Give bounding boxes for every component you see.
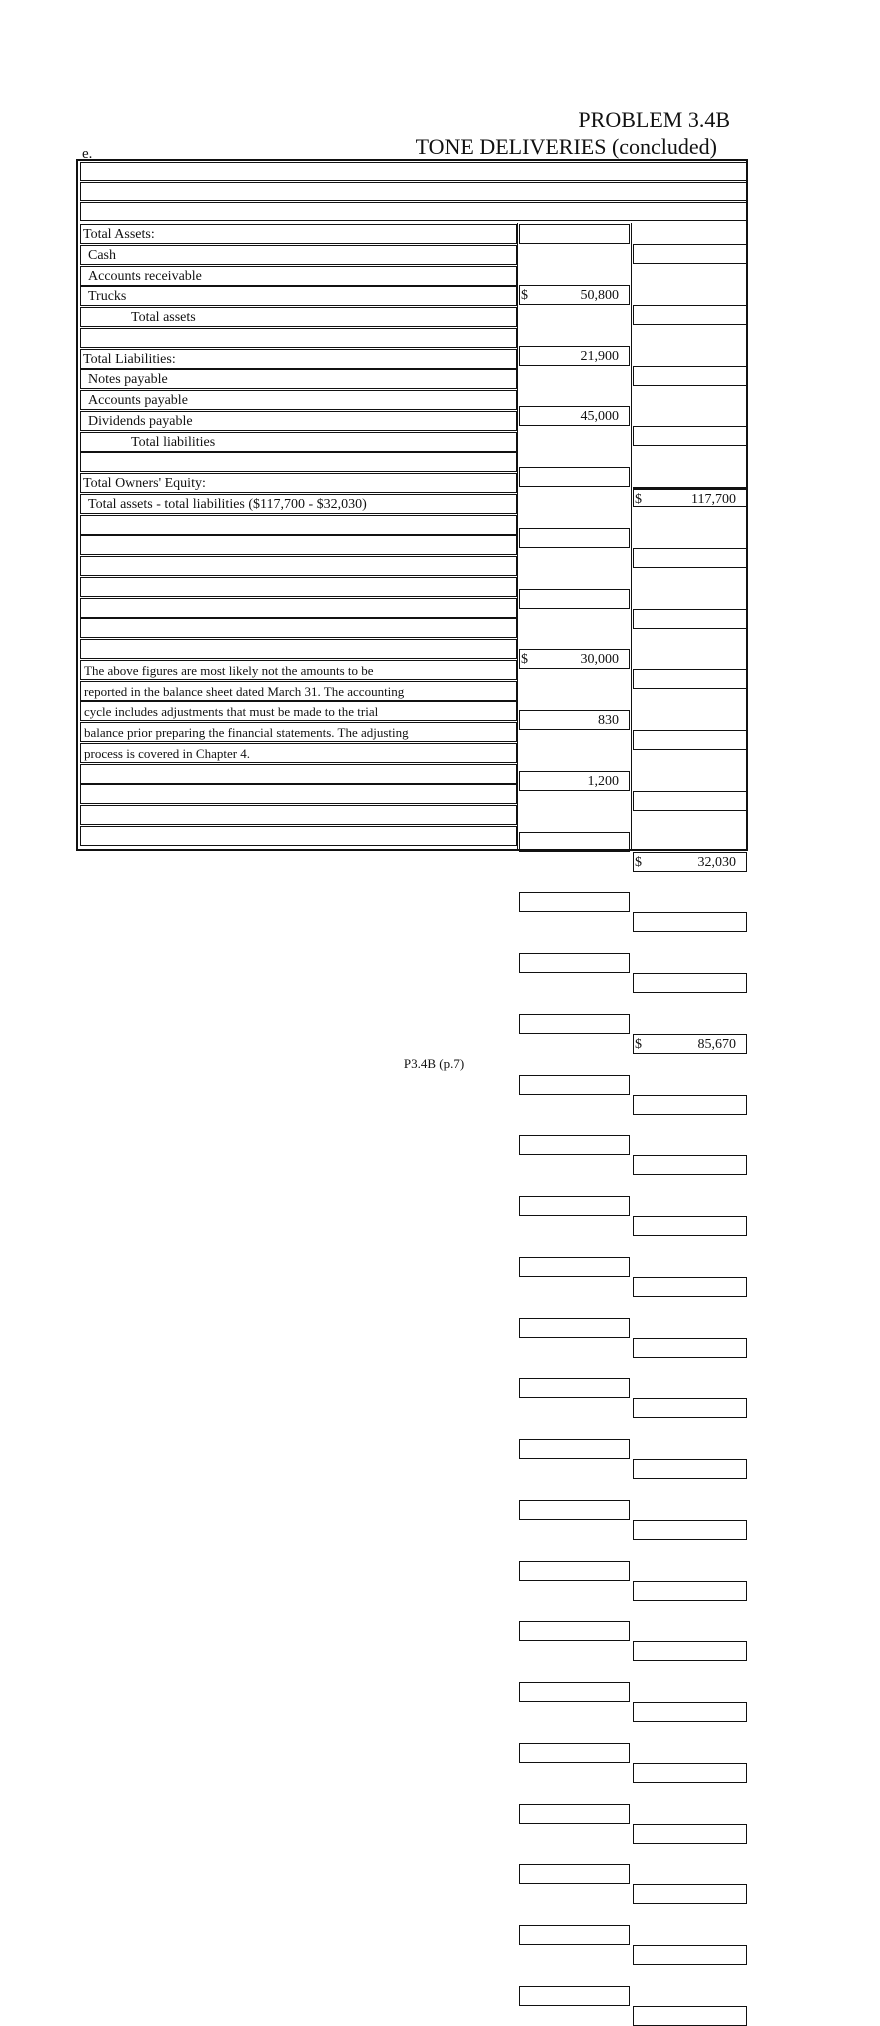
page-footer: P3.4B (p.7) [403,1056,465,1071]
amount-value: 50,800 [580,288,619,303]
problem-title: PROBLEM 3.4B [578,107,730,132]
amount-value: 85,670 [697,1037,736,1052]
total-cell [633,1520,747,1540]
total-cell [633,1763,747,1783]
dollar-sign: $ [635,855,642,870]
total-cell [633,791,747,811]
amount-cell [519,346,630,366]
amount-cell [519,1439,630,1459]
total-cell [633,1034,747,1054]
amount-cell [519,528,630,548]
amount-cell [519,589,630,609]
row-label: reported in the balance sheet dated March 31. The accounting [80,681,517,701]
total-cell [633,426,747,446]
table-header-row-2 [80,182,747,201]
total-cell [633,1702,747,1722]
row-label: Accounts payable [80,390,517,410]
amount-cell [519,1075,630,1095]
amount-cell [519,649,630,669]
amount-cell [519,1864,630,1884]
amount-cell [519,1925,630,1945]
amount-cell [519,832,630,852]
total-cell [633,244,747,264]
row-label [80,328,517,348]
row-label: Total assets [80,307,517,327]
amount-value: 30,000 [580,652,619,667]
amount-cell [519,1318,630,1338]
amount-cell [519,892,630,912]
amount-cell [519,710,630,730]
total-cell [633,1338,747,1358]
row-label: Total Liabilities: [80,349,517,369]
amount-value: 117,700 [691,492,736,507]
column-divider [517,223,518,850]
row-label [80,598,517,618]
amount-cell [519,1743,630,1763]
amount-cell [519,1621,630,1641]
amount-cell [519,1378,630,1398]
total-cell [633,912,747,932]
total-cell [633,1216,747,1236]
row-label [80,577,517,597]
row-label: Total Assets: [80,224,517,244]
row-label: cycle includes adjustments that must be made to the trial [80,701,517,721]
column-divider [631,223,632,850]
part-label: e. [82,146,93,162]
table-header-row-1 [80,162,747,181]
amount-cell [519,1135,630,1155]
amount-value: 830 [598,713,619,728]
amount-cell [519,771,630,791]
total-cell [633,609,747,629]
row-label [80,556,517,576]
row-label: Total liabilities [80,432,517,452]
amount-cell [519,1014,630,1034]
row-label [80,805,517,825]
row-label [80,784,517,804]
amount-cell [519,1986,630,2006]
amount-cell [519,1682,630,1702]
total-cell [633,548,747,568]
amount-value: 32,030 [697,855,736,870]
row-label [80,826,517,846]
row-label: process is covered in Chapter 4. [80,743,517,763]
row-label: Total assets - total liabilities ($117,700 - $32,030) [80,494,517,514]
total-cell [633,1459,747,1479]
total-cell [633,1277,747,1297]
amount-cell [519,285,630,305]
total-cell [633,366,747,386]
row-label: Trucks [80,286,517,306]
total-cell [633,1641,747,1661]
row-label: Notes payable [80,369,517,389]
row-label: The above figures are most likely not the amounts to be [80,660,517,680]
row-label: Cash [80,245,517,265]
total-cell [633,2006,747,2026]
amount-cell [519,1500,630,1520]
row-label: Dividends payable [80,411,517,431]
dollar-sign: $ [635,1037,642,1052]
total-cell [633,669,747,689]
row-label [80,452,517,472]
total-cell [633,730,747,750]
amount-cell [519,467,630,487]
amount-cell [519,953,630,973]
dollar-sign: $ [635,492,642,507]
dollar-sign: $ [521,652,528,667]
amount-value: 1,200 [587,774,619,789]
amount-cell [519,1561,630,1581]
company-title: TONE DELIVERIES (concluded) [415,134,717,159]
table-header-row-3 [80,202,747,221]
row-label [80,764,517,784]
total-cell [633,1095,747,1115]
amount-cell [519,406,630,426]
row-label [80,515,517,535]
amount-cell [519,224,630,244]
amount-cell [519,1257,630,1277]
total-cell [633,487,747,507]
total-cell [633,1398,747,1418]
amount-cell [519,1196,630,1216]
total-cell [633,1155,747,1175]
total-cell [633,852,747,872]
dollar-sign: $ [521,288,528,303]
total-cell [633,1884,747,1904]
total-cell [633,305,747,325]
amount-value: 45,000 [580,409,619,424]
total-cell [633,1945,747,1965]
total-cell [633,973,747,993]
row-label [80,535,517,555]
row-label: balance prior preparing the financial statements. The adjusting [80,722,517,742]
row-label: Accounts receivable [80,266,517,286]
row-label [80,639,517,659]
row-label: Total Owners' Equity: [80,473,517,493]
total-cell [633,1581,747,1601]
row-label [80,618,517,638]
amount-value: 21,900 [580,349,619,364]
amount-cell [519,1804,630,1824]
total-cell [633,1824,747,1844]
